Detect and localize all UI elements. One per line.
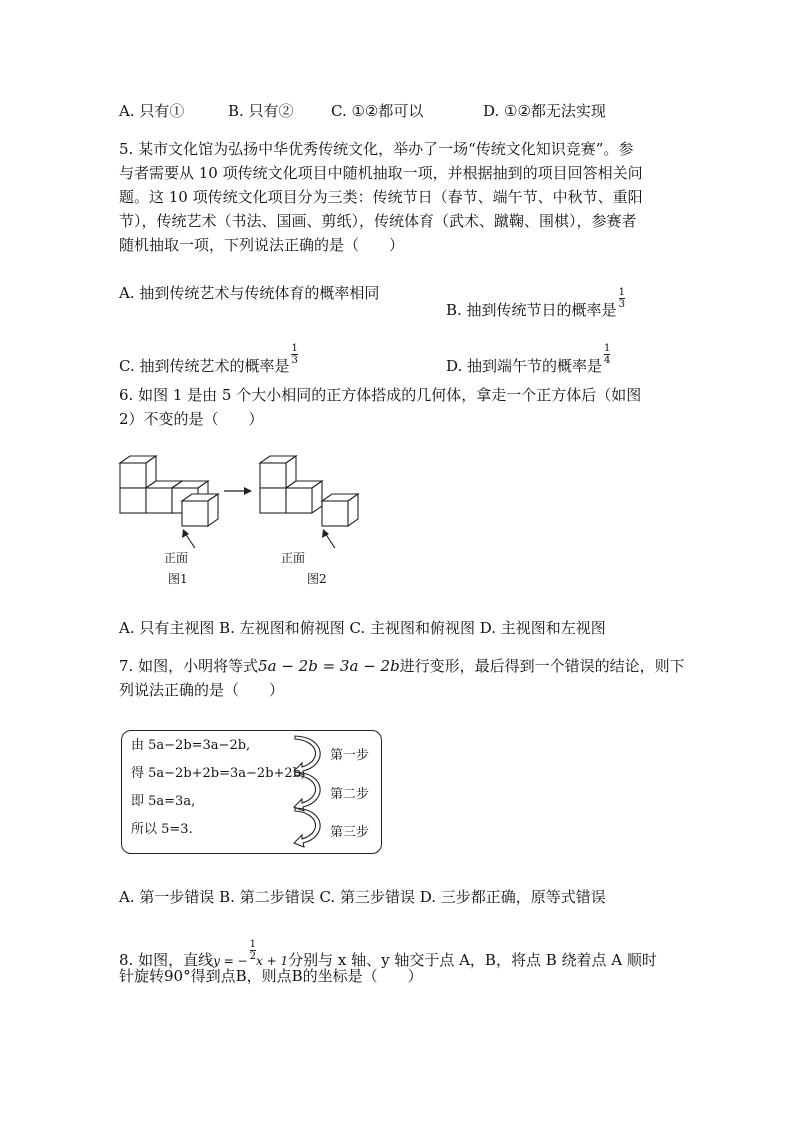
q7-options: A. 第一步错误 B. 第二步错误 C. 第三步错误 D. 三步都正确，原等式错误 [119,888,606,906]
q5-line-1: 5. 某市文化馆为弘扬中华优秀传统文化，举办了一场“传统文化知识竞赛”。参 [119,140,634,158]
cube-figure [110,448,370,548]
step-arrow-2 [294,772,320,811]
fig1-front-label: 正面 [164,551,189,565]
q5-option-b-text: B. 抽到传统节日的概率是 [446,301,617,319]
q7-box-line-3: 即 5a=3a, [131,794,196,809]
q8-eq-left: y = − [213,954,248,968]
q4-option-b: B. 只有② [228,102,294,120]
q8-line-2: 针旋转90°得到点B，则点B的坐标是（ ） [119,967,423,985]
q6-options: A. 只有主视图 B. 左视图和俯视图 C. 主视图和俯视图 D. 主视图和左视图 [119,619,606,637]
q5-option-d-fraction [604,343,610,366]
q5-option-a: A. 抽到传统艺术与传统体育的概率相同 [119,284,380,302]
figure-1-cubes [120,456,218,526]
q7-step-3-label: 第三步 [330,825,370,840]
q7-line-1-pre: 7. 如图，小明将等式 [119,657,259,675]
fraction-denominator: 4 [604,355,611,366]
q4-option-c: C. ①②都可以 [331,102,424,120]
q6-line-2: 2）不变的是（ ） [119,410,264,428]
q7-line-1 [119,656,685,676]
figure-2-cubes [260,456,358,526]
fraction-numerator: 1 [291,343,298,354]
q7-box-line-2: 得 5a−2b+2b=3a−2b+2b, [131,766,306,781]
q5-option-c [119,343,298,376]
q5-option-b-fraction [619,287,625,310]
q8-line-1-pre: 8. 如图，直线 [119,951,214,969]
q8-eq-right: x + 1 [256,954,289,968]
q7-line-2: 列说法正确的是（ ） [119,681,285,699]
fraction-numerator: 1 [604,343,611,354]
step-arrows [290,735,330,850]
fig2-caption: 图2 [307,572,327,586]
step-arrow-1 [294,736,320,775]
q7-step-2-label: 第二步 [330,787,370,802]
front-view-arrow-1 [185,533,206,548]
q5-line-5: 随机抽取一项，下列说法正确的是（ ） [119,236,405,254]
arrow-head-icon [244,487,252,495]
q5-option-c-fraction [291,343,297,366]
q7-equation: 5a − 2b = 3a − 2b [258,657,400,675]
q6-line-1: 6. 如图 1 是由 5 个大小相同的正方体搭成的几何体，拿走一个正方体后（如图 [119,386,642,404]
q5-option-b [446,287,625,320]
q5-option-c-text: C. 抽到传统艺术的概率是 [119,357,290,375]
q5-line-3: 题。这 10 项传统文化项目分为三类：传统节日（春节、端午节、中秋节、重阳 [119,188,643,206]
q8-line-1-post: 分别与 x 轴、y 轴交于点 A，B，将点 B 绕着点 A 顺时 [288,951,657,969]
q5-line-4: 节），传统艺术（书法、国画、剪纸），传统体育（武术、蹴鞠、围棋），参赛者 [119,212,637,230]
q5-option-d [446,343,610,376]
q7-line-1-post: 进行变形，最后得到一个错误的结论，则下 [399,657,685,675]
front-view-arrow-2 [325,533,346,548]
step-arrow-3 [294,808,320,847]
fraction-numerator: 1 [249,939,256,950]
q7-box-line-1: 由 5a−2b=3a−2b, [131,738,251,753]
fraction-denominator: 3 [291,355,298,366]
fig2-front-label: 正面 [281,551,306,565]
q4-option-d: D. ①②都无法实现 [483,102,606,120]
fraction-denominator: 2 [249,951,256,962]
q5-option-d-text: D. 抽到端午节的概率是 [446,357,603,375]
q4-option-a: A. 只有① [119,102,185,120]
q7-step-1-label: 第一步 [330,748,370,763]
fig1-caption: 图1 [168,572,188,586]
q5-line-2: 与者需要从 10 项传统文化项目中随机抽取一项，并根据抽到的项目回答相关问 [119,164,643,182]
fraction-denominator: 3 [618,299,625,310]
fraction-numerator: 1 [618,287,625,298]
q7-box-line-4: 所以 5=3. [131,822,193,837]
